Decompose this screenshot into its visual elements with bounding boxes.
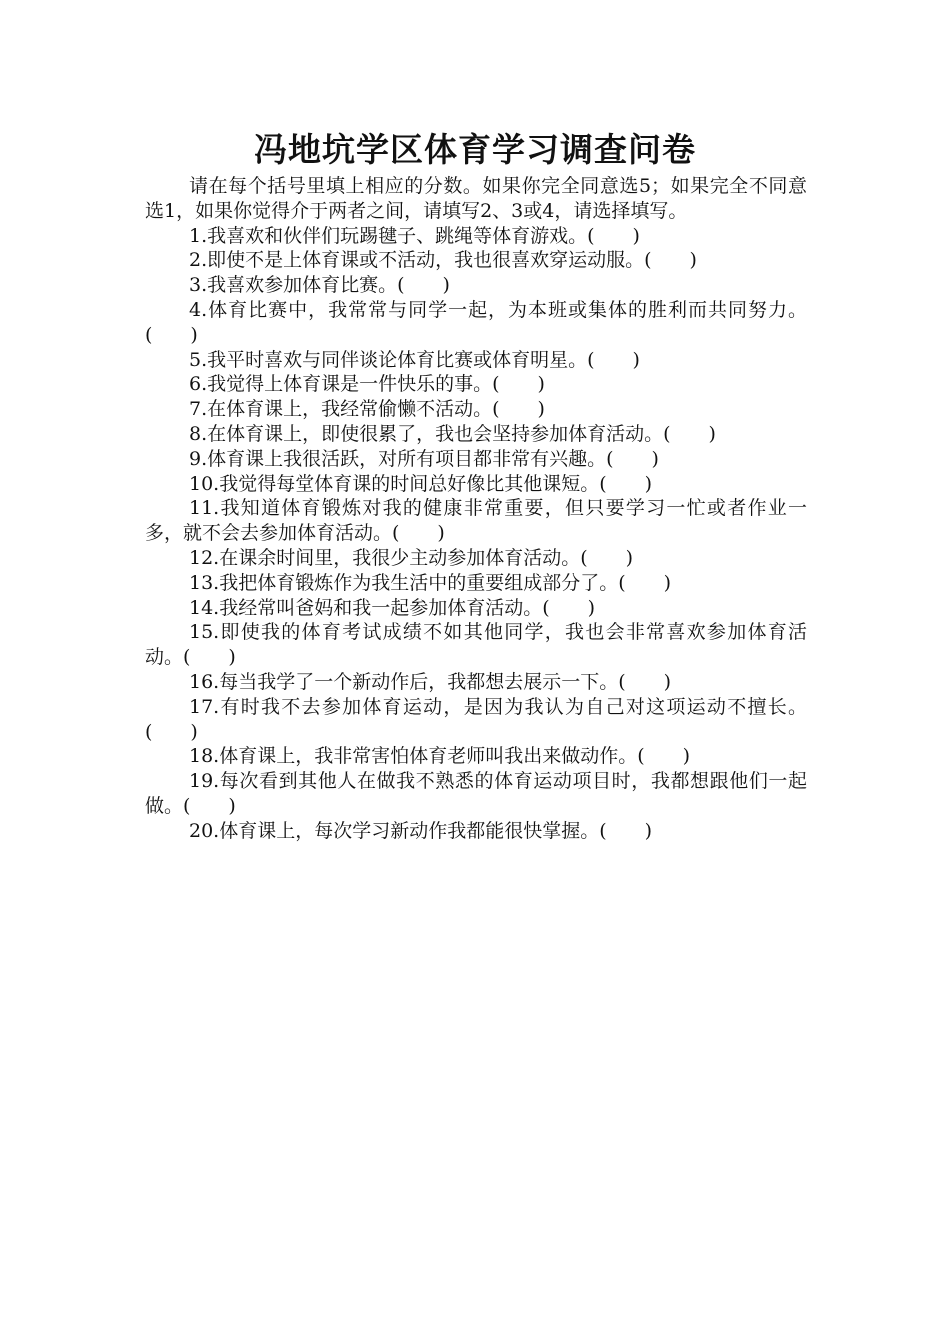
document-title: 冯地坑学区体育学习调查问卷 [254, 130, 696, 169]
questionnaire-body [145, 174, 807, 844]
question-17: 17.有时我不去参加体育运动，是因为我认为自己对这项运动不擅长。( ) [145, 695, 807, 743]
question-18: 18.体育课上，我非常害怕体育老师叫我出来做动作。( ) [189, 745, 691, 768]
question-2: 2.即使不是上体育课或不活动，我也很喜欢穿运动服。( ) [189, 249, 697, 272]
question-10: 10.我觉得每堂体育课的时间总好像比其他课短。( ) [189, 472, 653, 495]
question-19: 19.每次看到其他人在做我不熟悉的体育运动项目时，我都想跟他们一起做。( ) [145, 770, 807, 817]
question-1: 1.我喜欢和伙伴们玩踢毽子、跳绳等体育游戏。( ) [189, 224, 640, 247]
question-9: 9.体育课上我很活跃，对所有项目都非常有兴趣。( ) [189, 447, 659, 470]
question-20: 20.体育课上，每次学习新动作我都能很快掌握。( ) [189, 819, 653, 842]
question-7: 7.在体育课上，我经常偷懒不活动。( ) [189, 398, 545, 421]
question-4: 4.体育比赛中，我常常与同学一起，为本班或集体的胜利而共同努力。( ) [145, 298, 807, 346]
question-11: 11.我知道体育锻炼对我的健康非常重要，但只要学习一忙或者作业一多，就不会去参加体育活动。( ) [145, 497, 807, 545]
question-6: 6.我觉得上体育课是一件快乐的事。( ) [189, 373, 545, 396]
question-14: 14.我经常叫爸妈和我一起参加体育活动。( ) [189, 596, 596, 619]
question-3: 3.我喜欢参加体育比赛。( ) [189, 274, 450, 297]
question-15: 15.即使我的体育考试成绩不如其他同学，我也会非常喜欢参加体育活动。( ) [145, 621, 807, 669]
question-13: 13.我把体育锻炼作为我生活中的重要组成部分了。( ) [189, 571, 672, 594]
question-12: 12.在课余时间里，我很少主动参加体育活动。( ) [189, 546, 634, 569]
question-8: 8.在体育课上，即使很累了，我也会坚持参加体育活动。( ) [189, 422, 716, 445]
instructions-paragraph: 请在每个括号里填上相应的分数。如果你完全同意选5；如果完全不同意选1，如果你觉得介于两者之间，请填写2、3或4，请选择填写。 [145, 175, 807, 222]
question-5: 5.我平时喜欢与同伴谈论体育比赛或体育明星。( ) [189, 348, 640, 371]
question-16: 16.每当我学了一个新动作后，我都想去展示一下。( ) [189, 670, 672, 693]
